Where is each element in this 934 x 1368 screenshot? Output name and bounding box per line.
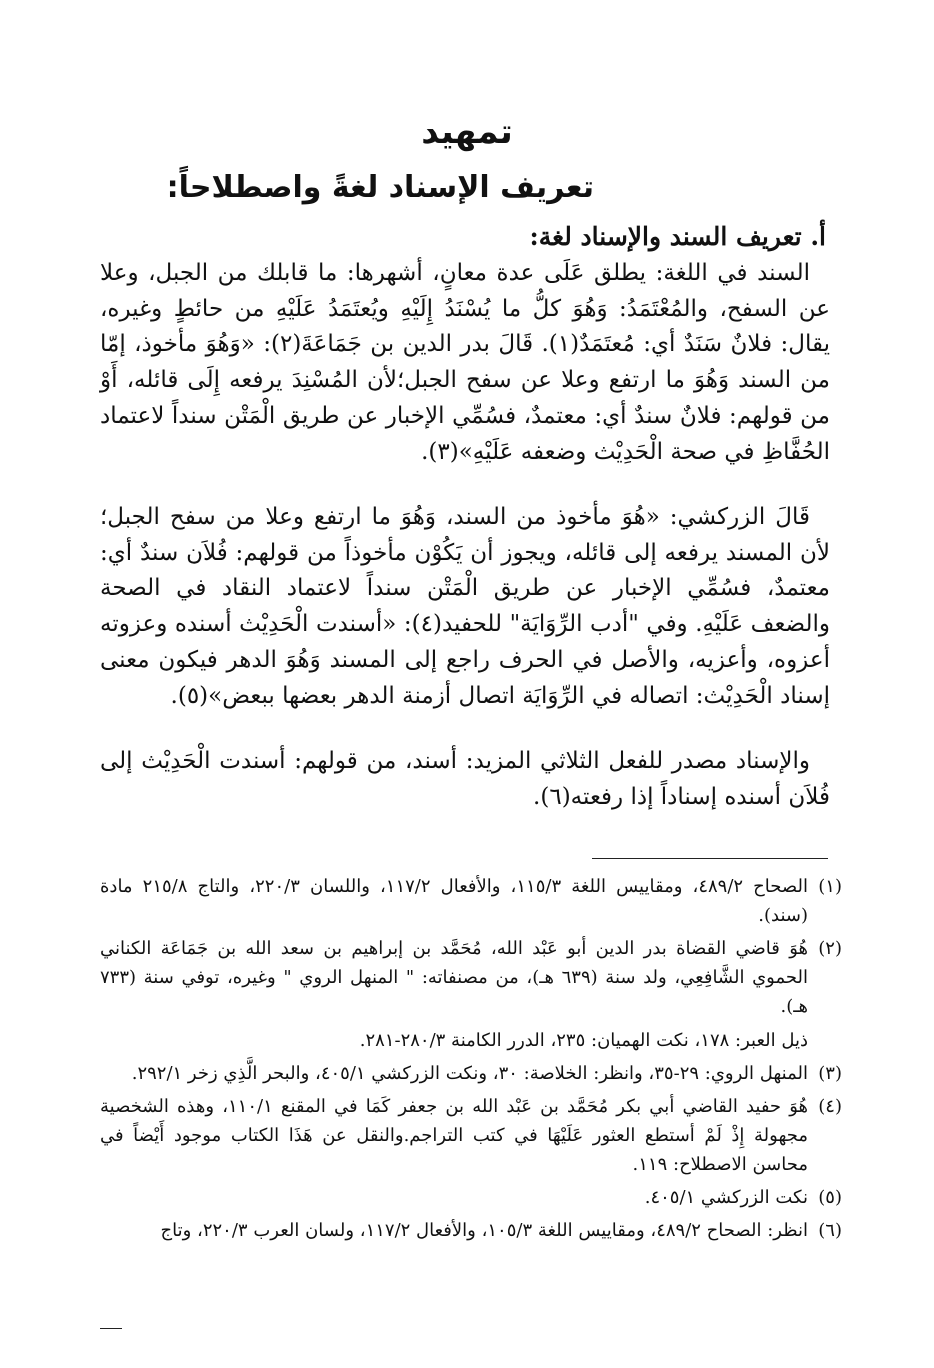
footnote-text: نكت الزركشي ٤٠٥/١. (644, 1187, 808, 1208)
footnote-separator (592, 858, 828, 859)
body-paragraph: والإسناد مصدر للفعل الثلاثي المزيد: أسند، من قولهم: أسندت الْحَدِيْث إلى فُلاَن أسنده إسناداً إذا رفعته(٦). (100, 748, 830, 810)
footnote-text: هُوَ حفيد القاضي أبي بكر مُحَمَّد بن عَبْد الله بن جعفر كَمَا في المقنع ١١٠/١، وهذه الشخصية مجهولة إِذْ لَمْ أستطع العثور عَلَيْهَا في كتب التراجم.والنقل عن هَذَا الكتاب موجود أَيْضاً في محاسن الاصطلاح: ١١٩. (100, 1096, 808, 1175)
footnote (100, 1059, 842, 1088)
footnote (100, 1216, 842, 1245)
footnote-text: الصحاح ٤٨٩/٢، ومقاييس اللغة ١١٥/٣، والأفعال ١١٧/٢، واللسان ٢٢٠/٣، والتاج ٢١٥/٨ مادة (سند). (100, 876, 808, 926)
chapter-subheading: تعريف الإسناد لغةً واصطلاحاً: (166, 170, 594, 205)
footnote-number: (٤) (818, 1096, 842, 1117)
footnote-number: (١) (818, 876, 842, 897)
footnote (100, 1092, 842, 1179)
footnote-number: (٣) (818, 1063, 842, 1084)
footnote-text: المنهل الروي: ٢٩-٣٥، وانظر: الخلاصة: ٣٠، ونكت الزركشي ٤٠٥/١، والبحر الَّذِي زخر ٢٩٢/١. (131, 1063, 808, 1084)
continuation-mark (100, 1328, 122, 1329)
footnote (100, 1183, 842, 1212)
footnote-text: انظر: الصحاح ٤٨٩/٢، ومقاييس اللغة ١٠٥/٣، والأفعال ١١٧/٢، ولسان العرب ٢٢٠/٣، وتاج (160, 1220, 808, 1241)
body-paragraph: قَالَ الزركشي: «هُوَ مأخوذ من السند، وَهُوَ ما ارتفع وعلا من سفح الجبل؛ لأن المسند يرفعه إلى قائله، ويجوز أن يَكُوْن مأخوذاً من قولهم: فُلاَن سندٌ أي: معتمدٌ، فسُمِّي الإخبار عن طريق الْمَتْن سنداً لاعتماد النقاد في الصحة والضعف عَلَيْهِ. وفي "أدب الرِّوَايَة" للحفيد(٤): «أسندت الْحَدِيْث أسنده وعزوته أعزوه، وأعزيه، والأصل في الحرف راجع إلى المسند وَهُوَ الدهر فيكون معنى إسناد الْحَدِيْث: اتصاله في الرِّوَايَة اتصال أزمنة الدهر بعضها ببعض»(٥). (100, 504, 830, 709)
footnote-text: هُوَ قاضي القضاة بدر الدين أبو عَبْد الله، مُحَمَّد بن إبراهيم بن سعد الله بن جَمَاعَة الكناني الحموي الشَّافِعِي، ولد سنة (٦٣٩ هـ)، من مصنفاته: " المنهل الروي " وغيره، توفي سنة (٧٣٣ هـ). (100, 938, 808, 1017)
footnote-text: ذيل العبر: ١٧٨، نكت الهميان: ٢٣٥، الدرر الكامنة ٢٨٠/٣-٢٨١. (359, 1030, 808, 1051)
body-paragraph: السند في اللغة: يطلق عَلَى عدة معانٍ، أشهرها: ما قابلك من الجبل، وعلا عن السفح، والمُعْتَمَدُ: وَهُوَ كلُّ ما يُسْنَدُ إِلَيْهِ ويُعتَمَدُ عَلَيْهِ من حائطٍ وغيره، يقال: فلانٌ سَنَدٌ أي: مُعتَمَدٌ(١). قَالَ بدر الدين بن جَمَاعَةَ(٢): «وَهُوَ مأخوذ، إمّا من السند وَهُوَ ما ارتفع وعلا عن سفح الجبل؛لأن المُسْنِدَ يرفعه إِلَى قائله، أَوْ من قولهم: فلانٌ سندٌ أي: معتمدٌ، فسُمِّي الإخبار عن طريق الْمَتْن سنداً لاعتماد الحُفَّاظِ في صحة الْحَدِيْث وضعفه عَلَيْهِ»(٣). (100, 260, 831, 465)
footnotes (100, 872, 842, 1249)
section-title: أ. تعريف السند والإسناد لغة: (529, 222, 826, 251)
footnote-number: (٢) (818, 938, 842, 959)
footnote-number: (٥) (818, 1187, 842, 1208)
page-heading: تمهيد (421, 112, 513, 152)
footnote (100, 934, 842, 1055)
footnote-number: (٦) (818, 1220, 842, 1241)
footnote (100, 872, 842, 930)
